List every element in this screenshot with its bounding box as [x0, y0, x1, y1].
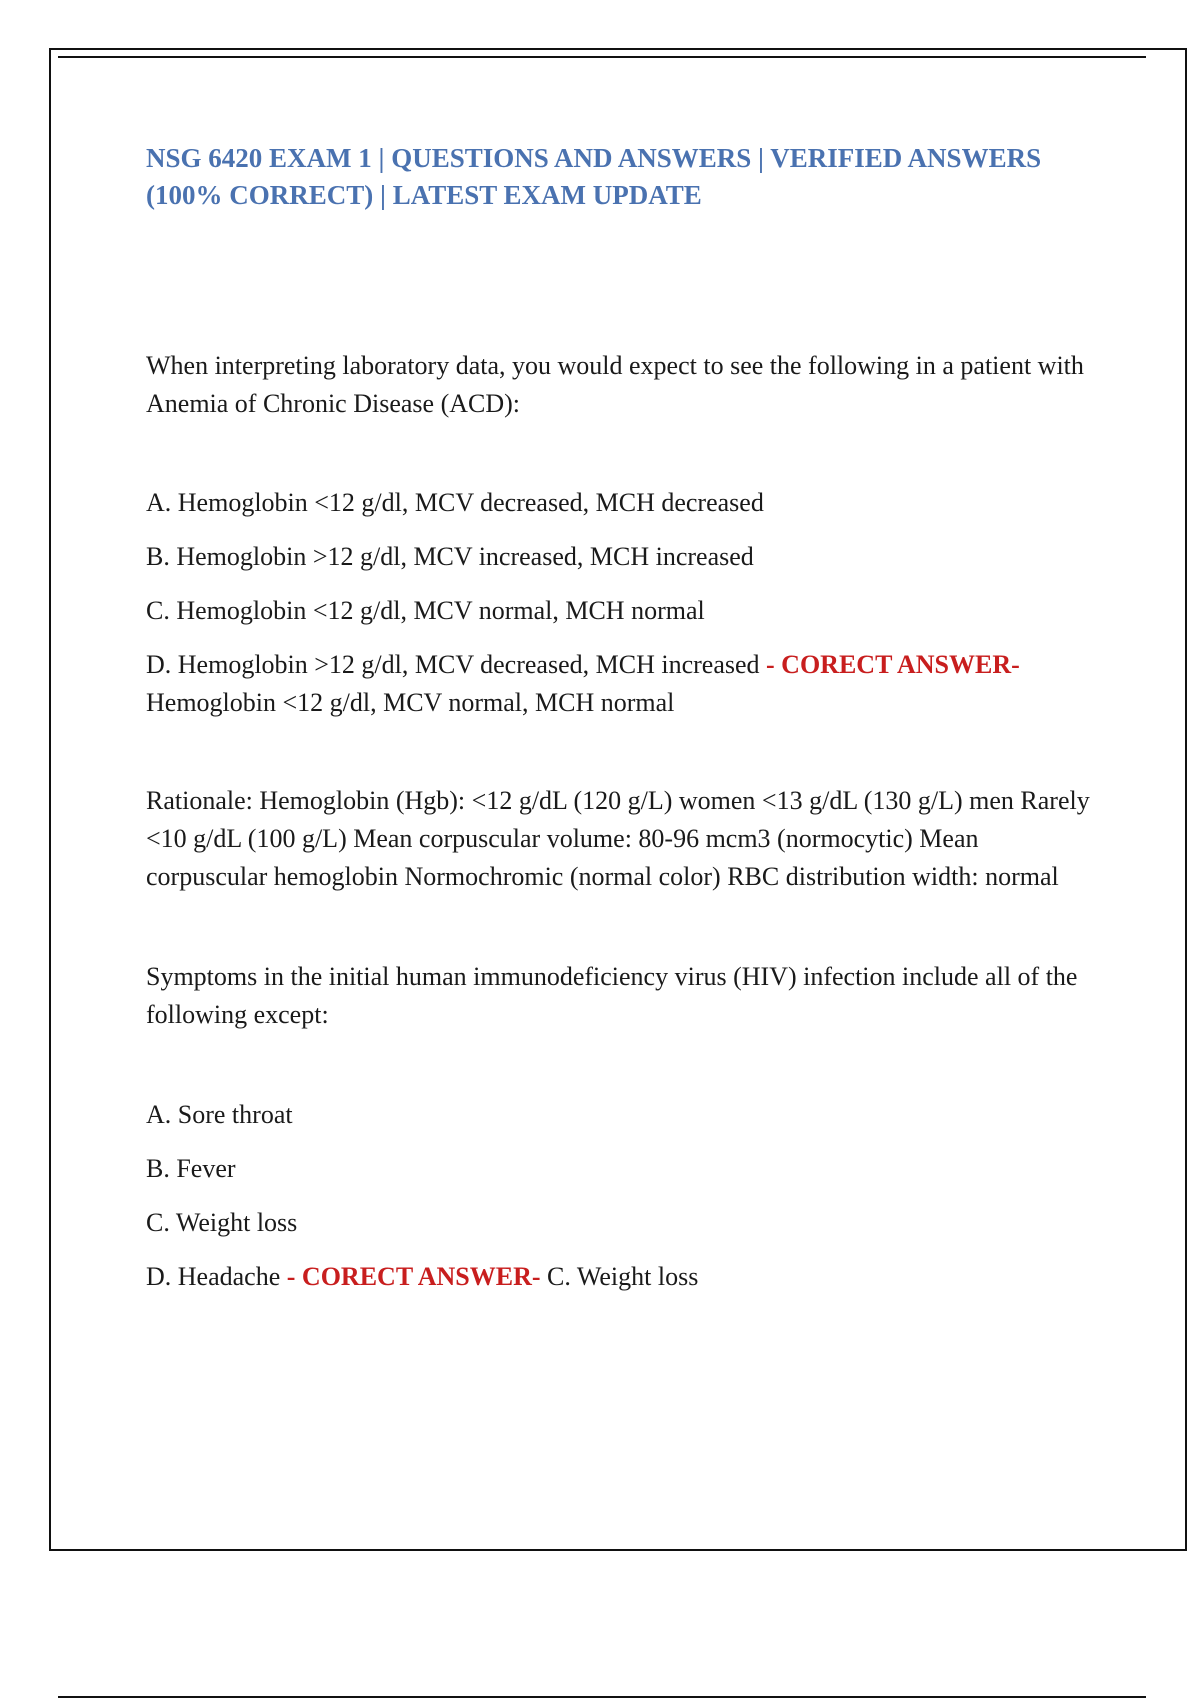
correct-answer-marker: - CORECT ANSWER- — [759, 650, 1020, 679]
question-2-answer: C. Weight loss — [540, 1262, 699, 1291]
option-1b: B. Hemoglobin >12 g/dl, MCV increased, MCH increased — [146, 542, 754, 571]
question-1-options — [146, 484, 1106, 722]
option-2d: D. Headache — [146, 1262, 281, 1291]
option-2a: A. Sore throat — [146, 1100, 293, 1129]
option-1d-with-answer — [146, 646, 1106, 722]
option-1a: A. Hemoglobin <12 g/dl, MCV decreased, MCH decreased — [146, 488, 764, 517]
question-2-options — [146, 1096, 1106, 1296]
option-2d-with-answer — [146, 1258, 1106, 1296]
document-content — [146, 140, 1106, 1296]
question-1-text: When interpreting laboratory data, you would expect to see the following in a patient with Anemia of Chronic Disease (ACD): — [146, 351, 1084, 418]
document-title: NSG 6420 EXAM 1 | QUESTIONS AND ANSWERS | VERIFIED ANSWERS (100% CORRECT) | LATEST EXAM UPDATE — [146, 143, 1042, 210]
option-2c: C. Weight loss — [146, 1208, 298, 1237]
bottom-rule — [58, 1696, 1146, 1698]
question-1-answer: Hemoglobin <12 g/dl, MCV normal, MCH normal — [146, 688, 675, 717]
top-rule — [58, 56, 1146, 58]
correct-answer-marker: - CORECT ANSWER- — [280, 1262, 541, 1291]
question-2-text: Symptoms in the initial human immunodeficiency virus (HIV) infection include all of the following except: — [146, 962, 1078, 1029]
question-1-rationale: Rationale: Hemoglobin (Hgb): <12 g/dL (120 g/L) women <13 g/dL (130 g/L) men Rarely <10 g/dL (100 g/L) Mean corpuscular volume: 80-96 mcm3 (normocytic) Mean corpuscular hemoglobin Normochromic (normal color) RBC distribution width: normal — [146, 786, 1090, 891]
option-2b: B. Fever — [146, 1154, 236, 1183]
option-1c: C. Hemoglobin <12 g/dl, MCV normal, MCH normal — [146, 596, 705, 625]
option-1d: D. Hemoglobin >12 g/dl, MCV decreased, MCH increased — [146, 650, 760, 679]
